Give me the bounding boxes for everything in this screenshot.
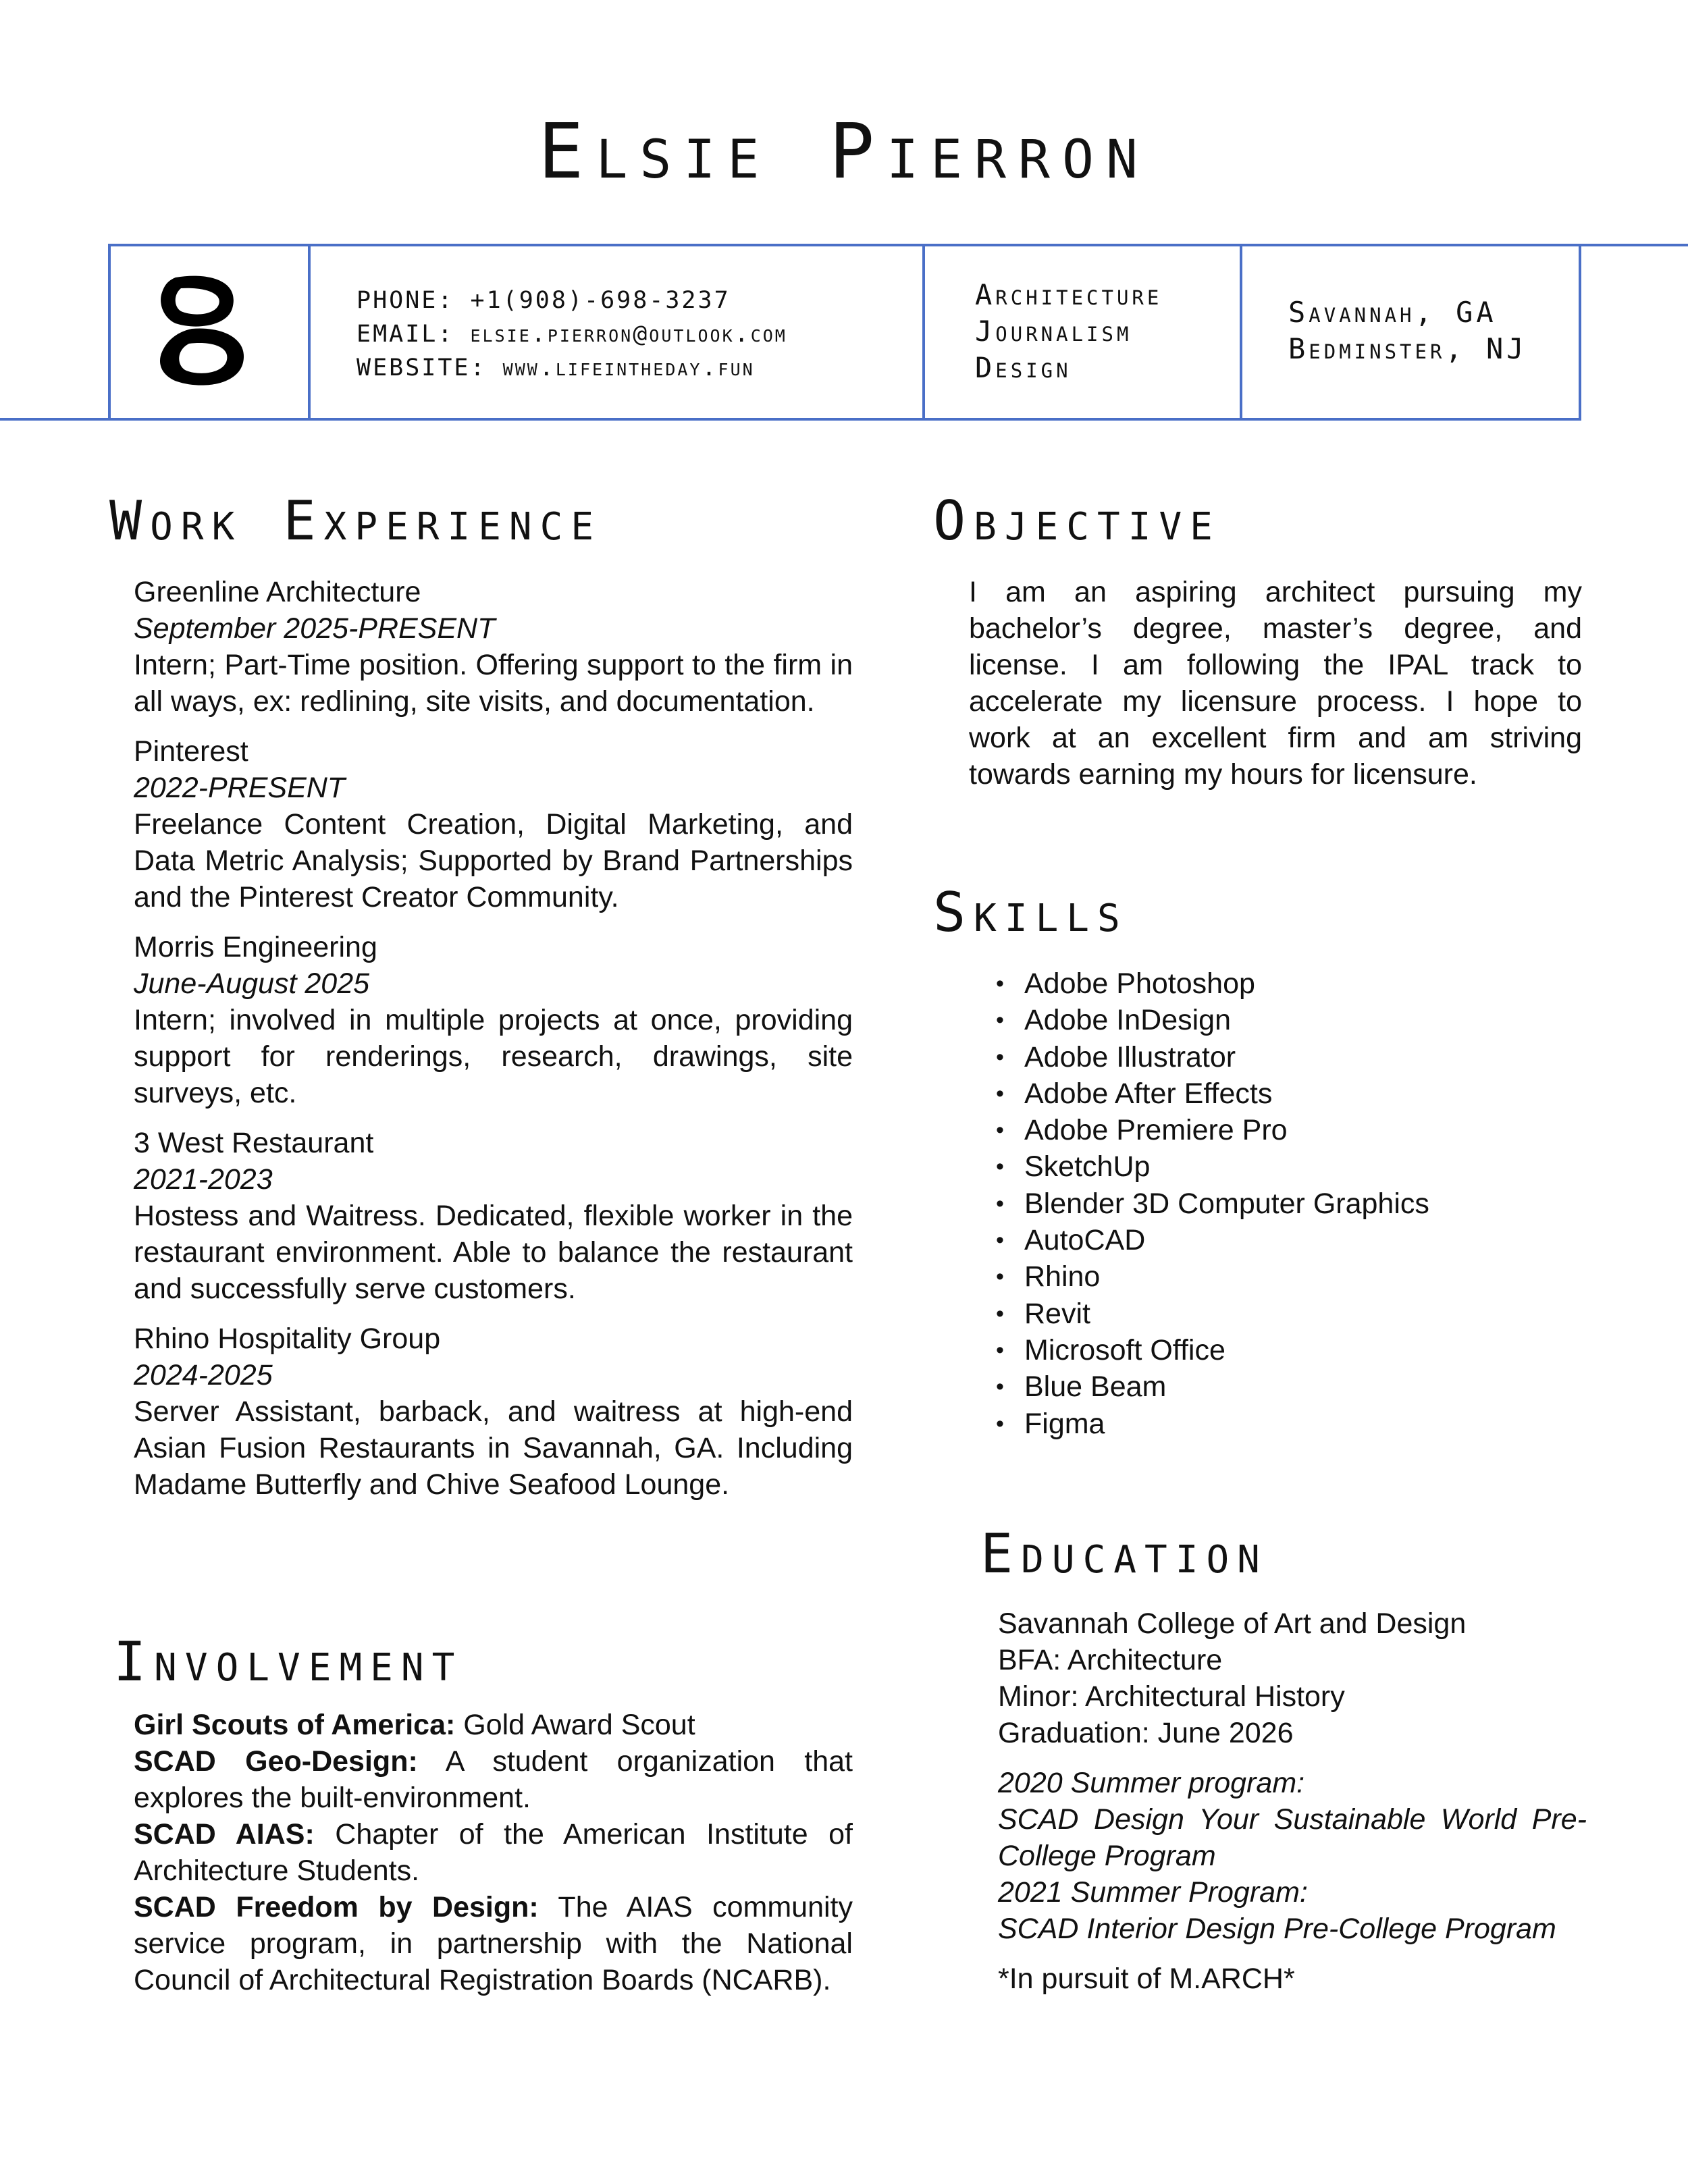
- skill-item: • Adobe Premiere Pro: [996, 1112, 1429, 1148]
- involvement-org: Girl Scouts of America:: [134, 1709, 456, 1741]
- skill-item: • Adobe InDesign: [996, 1002, 1429, 1038]
- contact-info: [357, 284, 787, 385]
- field-item: Design: [975, 351, 1072, 384]
- spacer: [998, 1947, 1587, 1961]
- graduation-text: Graduation: June 2026: [998, 1717, 1294, 1749]
- header-divider-1: [108, 244, 111, 421]
- minor-text: Minor: Architectural History: [998, 1680, 1345, 1713]
- degree-text: BFA: Architecture: [998, 1644, 1223, 1676]
- field-item: Journalism: [975, 315, 1132, 348]
- school-name: Savannah College of Art and Design: [998, 1607, 1467, 1640]
- resume-name: Elsie Pierron: [538, 108, 1150, 196]
- job-entry: [134, 1321, 853, 1503]
- job-company: Morris Engineering: [134, 931, 377, 963]
- job-description: Freelance Content Creation, Digital Marketing, and Data Metric Analysis; Supported by Brand Partnerships and the Pinterest Creator Community.: [134, 808, 853, 913]
- involvement-org: SCAD Freedom by Design:: [134, 1891, 539, 1923]
- job-entry: [134, 929, 853, 1111]
- header-divider-5: [1579, 244, 1581, 421]
- objective-text: I am an aspiring architect pursuing my bachelor’s degree, master’s degree, and license. I am following the IPAL track to accelerate my licensure process. I hope to work at an excellent firm and am striving towards earning my hours for licensure.: [969, 576, 1582, 791]
- involvement-item: [134, 1816, 853, 1889]
- header-divider-3: [922, 244, 925, 421]
- email-text: EMAIL: elsie.pierron@outlook.com: [357, 321, 787, 348]
- program-title: 2021 Summer Program:: [998, 1876, 1308, 1909]
- field-item: Architecture: [975, 278, 1163, 311]
- involvement-desc: Gold Award Scout: [455, 1709, 695, 1741]
- skills-list: [996, 965, 1429, 1442]
- involvement-org: SCAD AIAS:: [134, 1818, 315, 1850]
- program-name: SCAD Design Your Sustainable World Pre-College Program: [998, 1803, 1587, 1872]
- job-company: Greenline Architecture: [134, 576, 421, 608]
- job-entry: [134, 733, 853, 915]
- involvement-item: [134, 1707, 853, 1743]
- job-company: Pinterest: [134, 735, 248, 768]
- skill-item: • Adobe Photoshop: [996, 965, 1429, 1002]
- job-description: Intern; involved in multiple projects at once, providing support for renderings, research, drawings, site surveys, etc.: [134, 1004, 853, 1109]
- job-company: 3 West Restaurant: [134, 1127, 374, 1159]
- involvement-item: [134, 1743, 853, 1816]
- location-item: Bedminster, NJ: [1288, 332, 1527, 365]
- involvement-desc: The AIAS community service program, in partnership with the National Council of Architectural Registration Boards (NCARB).: [134, 1891, 853, 1996]
- phone-text: PHONE: +1(908)-698-3237: [357, 287, 731, 314]
- work-experience-heading: Work Experience: [109, 489, 602, 552]
- skill-item: • SketchUp: [996, 1148, 1429, 1185]
- involvement-list: [134, 1707, 853, 1998]
- objective-heading: Objective: [933, 489, 1221, 552]
- program-title: 2020 Summer program:: [998, 1767, 1305, 1799]
- skill-item: • Microsoft Office: [996, 1332, 1429, 1368]
- job-description: Hostess and Waitress. Dedicated, flexible worker in the restaurant environment. Able to balance the restaurant and successfully serve customers.: [134, 1200, 853, 1305]
- program-name: SCAD Interior Design Pre-College Program: [998, 1913, 1556, 1945]
- job-entry: [134, 1125, 853, 1307]
- skill-item: • AutoCAD: [996, 1222, 1429, 1258]
- job-entry: [134, 574, 853, 720]
- location-item: Savannah, GA: [1288, 296, 1497, 329]
- skill-item: • Revit: [996, 1296, 1429, 1332]
- involvement-desc: A student organization that explores the built-environment.: [134, 1745, 853, 1814]
- job-dates: June-August 2025: [134, 967, 370, 1000]
- skill-item: • Blender 3D Computer Graphics: [996, 1186, 1429, 1222]
- education-details: [998, 1605, 1587, 1997]
- involvement-heading: Involvement: [113, 1630, 463, 1693]
- involvement-desc: Chapter of the American Institute of Architecture Students.: [134, 1818, 853, 1887]
- job-dates: September 2025-PRESENT: [134, 612, 496, 645]
- skill-item: • Blue Beam: [996, 1368, 1429, 1405]
- job-description: Intern; Part-Time position. Offering support to the firm in all ways, ex: redlining, site visits, and documentation.: [134, 649, 853, 718]
- skill-item: • Adobe Illustrator: [996, 1039, 1429, 1075]
- skill-item: • Adobe After Effects: [996, 1075, 1429, 1112]
- website-text: WEBSITE: www.lifeintheday.fun: [357, 354, 755, 381]
- job-company: Rhino Hospitality Group: [134, 1323, 441, 1355]
- header-bottom-rule: [0, 418, 1581, 421]
- skill-item: • Figma: [996, 1406, 1429, 1442]
- skill-item: • Rhino: [996, 1258, 1429, 1295]
- job-dates: 2022-PRESENT: [134, 772, 346, 804]
- skills-heading: Skills: [933, 881, 1128, 944]
- involvement-org: SCAD Geo-Design:: [134, 1745, 418, 1778]
- header-top-rule: [108, 244, 1688, 246]
- degree-note: *In pursuit of M.ARCH*: [998, 1963, 1295, 1995]
- spacer: [998, 1751, 1587, 1765]
- job-dates: 2024-2025: [134, 1359, 273, 1391]
- header-divider-2: [308, 244, 311, 421]
- job-description: Server Assistant, barback, and waitress at high-end Asian Fusion Restaurants in Savannah, GA. Including Madame Butterfly and Chive Seafood Lounge.: [134, 1395, 853, 1501]
- locations-list: [1288, 294, 1527, 367]
- work-experience-list: [134, 574, 853, 1516]
- job-dates: 2021-2023: [134, 1163, 273, 1196]
- header-divider-4: [1240, 244, 1242, 421]
- fields-list: [975, 277, 1162, 386]
- education-heading: Education: [980, 1522, 1268, 1585]
- stylized-letter-e-logo-icon: [154, 273, 255, 392]
- involvement-item: [134, 1889, 853, 1998]
